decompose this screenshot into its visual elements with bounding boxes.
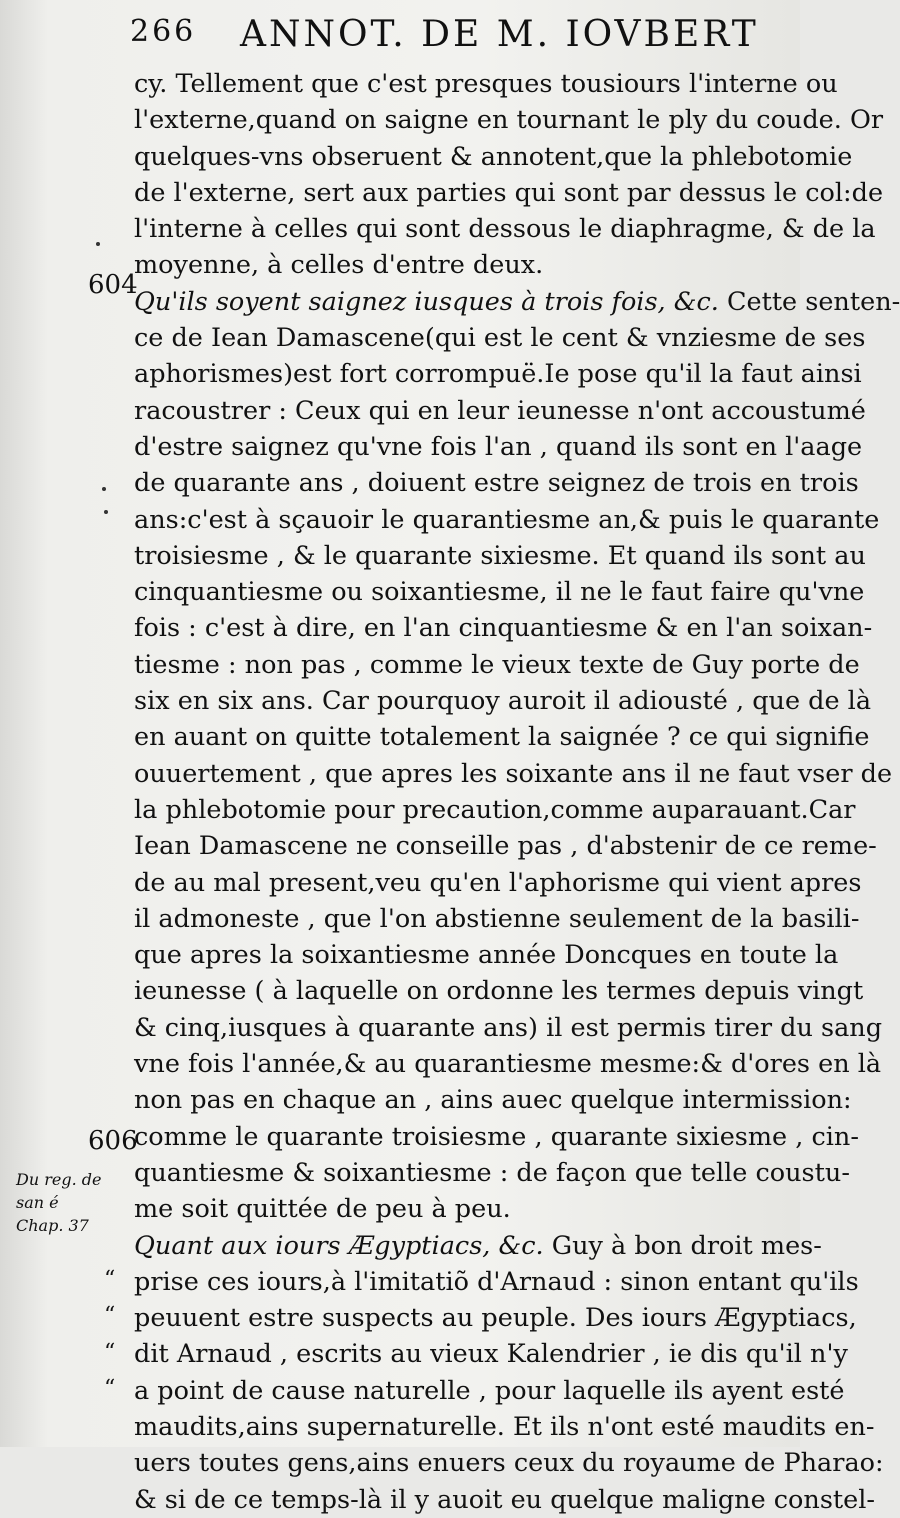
quote-mark: “ xyxy=(104,1339,116,1365)
text-line: maudits,ains supernaturelle. Et ils n'ont esté maudits en- xyxy=(134,1411,875,1442)
quote-mark: “ xyxy=(104,1375,116,1401)
text-line: vne fois l'année,& au quarantiesme mesme:& d'ores en là xyxy=(134,1049,882,1080)
text-line: cy. Tellement que c'est presques tousiours l'interne ou xyxy=(134,69,838,99)
text-line: troisiesme , & le quarante sixiesme. Et quand ils sont au xyxy=(134,540,866,571)
text-line: ans:c'est à sçauoir le quarantiesme an,& puis le quarante xyxy=(134,504,880,535)
text-line: uers toutes gens,ains enuers ceux du royaume de Pharao: xyxy=(134,1448,884,1479)
text-line: ieunesse ( à laquelle on ordonne les termes depuis vingt xyxy=(134,976,864,1007)
text-line: moyenne, à celles d'entre deux. xyxy=(134,250,544,281)
page-header xyxy=(130,14,759,64)
text-line: & si de ce temps-là il y auoit eu quelque maligne constel- xyxy=(134,1484,876,1515)
text-line: dit Arnaud , escrits au vieux Kalendrier , ie dis qu'il n'y xyxy=(134,1339,848,1370)
side-note-line: san é xyxy=(16,1193,59,1212)
text-line: en auant on quitte totalement la saignée ? ce qui signifie xyxy=(134,722,870,753)
text-line: il admoneste , que l'on abstienne seulement de la basili- xyxy=(134,903,860,934)
text-line: ouuertement , que apres les soixante ans il ne faut vser de xyxy=(134,758,893,789)
text-line: de quarante ans , doiuent estre seignez de trois en trois xyxy=(134,468,859,499)
text-line: quantiesme & soixantiesme : de façon que telle coustu- xyxy=(134,1157,850,1188)
text-line: ce de Iean Damascene(qui est le cent & vnziesme de ses xyxy=(134,323,866,354)
text-line: cinquantiesme ou soixantiesme, il ne le faut faire qu'vne xyxy=(134,577,865,608)
text-line: comme le quarante troisiesme , quarante sixiesme , cin- xyxy=(134,1121,859,1152)
side-note-line: Du reg. de xyxy=(16,1170,102,1189)
margin-side-note xyxy=(16,1168,126,1237)
text-line: d'estre saignez qu'vne fois l'an , quand ils sont en l'aage xyxy=(134,431,863,462)
margin-note-606: 606 xyxy=(88,1126,138,1156)
text-line: prise ces iours,à l'imitatiõ d'Arnaud : sinon entant qu'ils xyxy=(134,1266,859,1297)
text-line: fois : c'est à dire, en l'an cinquantiesme & en l'an soixan- xyxy=(134,613,873,644)
side-note-line: Chap. 37 xyxy=(16,1216,89,1235)
text-line: que apres la soixantiesme année Doncques en toute la xyxy=(134,940,839,971)
ink-speck xyxy=(96,242,100,246)
text-line: tiesme : non pas , comme le vieux texte de Guy porte de xyxy=(134,649,860,680)
text-line: de l'externe, sert aux parties qui sont par dessus le col:de xyxy=(134,177,884,208)
ink-speck xyxy=(102,487,106,491)
text-line: Iean Damascene ne conseille pas , d'abstenir de ce reme- xyxy=(134,831,877,862)
text-line: l'externe,quand on saigne en tournant le ply du coude. Or xyxy=(134,105,884,136)
text-line: peuuent estre suspects au peuple. Des iours Ægyptiacs, xyxy=(134,1303,857,1334)
text-line: aphorismes)est fort corrompuë.Ie pose qu'il la faut ainsi xyxy=(134,359,862,390)
ink-speck xyxy=(104,510,108,514)
text-line: l'interne à celles qui sont dessous le diaphragme, & de la xyxy=(134,214,876,245)
text-line: me soit quittée de peu à peu. xyxy=(134,1194,511,1225)
text-line: & cinq,iusques à quarante ans) il est permis tirer du sang xyxy=(134,1012,883,1043)
text-line: six en six ans. Car pourquoy auroit il adiousté , que de là xyxy=(134,686,872,717)
text-line-lemma: Quant aux iours Ægyptiacs, &c. Guy à bon droit mes- xyxy=(134,1230,822,1261)
text-line: a point de cause naturelle , pour laquelle ils ayent esté xyxy=(134,1375,845,1406)
running-title: ANNOT. DE M. IOVBERT xyxy=(240,14,759,55)
text-line-lemma: Qu'ils soyent saignez iusques à trois fois, &c. Cette senten- xyxy=(134,286,900,317)
main-text xyxy=(134,66,900,1518)
margin-note-604: 604 xyxy=(88,270,138,300)
text-line: la phlebotomie pour precaution,comme auparauant.Car xyxy=(134,794,856,825)
text-line: non pas en chaque an , ains auec quelque intermission: xyxy=(134,1085,852,1116)
quotation-marks xyxy=(104,1262,130,1407)
text-line: de au mal present,veu qu'en l'aphorisme qui vient apres xyxy=(134,867,862,898)
text-line: racoustrer : Ceux qui en leur ieunesse n'ont accoustumé xyxy=(134,395,866,426)
page-number: 266 xyxy=(130,14,197,49)
quote-mark: “ xyxy=(104,1303,116,1329)
quote-mark: “ xyxy=(104,1267,116,1292)
text-line: quelques-vns obseruent & annotent,que la phlebotomie xyxy=(134,141,853,172)
